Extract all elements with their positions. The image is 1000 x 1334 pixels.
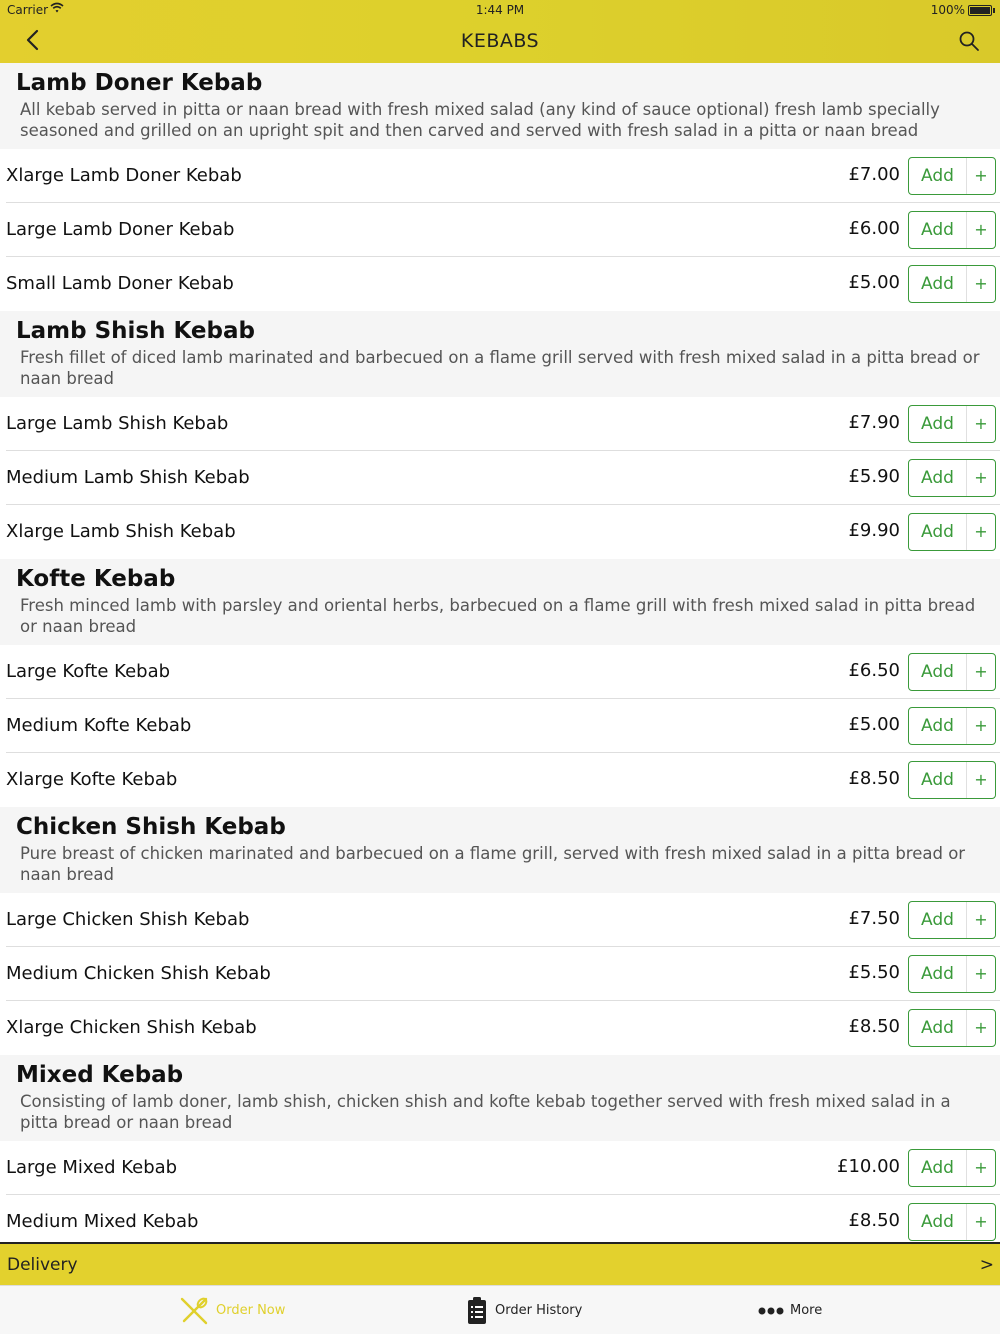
delivery-bar[interactable] bbox=[0, 1242, 1000, 1285]
menu-item-row bbox=[6, 257, 1000, 311]
section-title: Lamb Doner Kebab bbox=[16, 70, 263, 96]
section-title: Mixed Kebab bbox=[16, 1062, 184, 1088]
menu-item-row bbox=[6, 1195, 1000, 1243]
item-name: Medium Kofte Kebab bbox=[6, 715, 192, 736]
item-name: Large Lamb Doner Kebab bbox=[6, 219, 235, 240]
menu-item-row bbox=[6, 893, 1000, 947]
chevron-right-icon: > bbox=[979, 1255, 994, 1275]
tab-label: More bbox=[790, 1303, 823, 1318]
add-button[interactable] bbox=[908, 265, 996, 303]
section-header bbox=[0, 559, 1000, 645]
menu-item-row bbox=[6, 1141, 1000, 1195]
item-name: Small Lamb Doner Kebab bbox=[6, 273, 234, 294]
item-price: £5.90 bbox=[848, 466, 900, 487]
plus-icon: + bbox=[974, 964, 988, 983]
menu-item-row bbox=[6, 505, 1000, 559]
item-price: £6.00 bbox=[848, 218, 900, 239]
add-label: Add bbox=[909, 406, 967, 442]
add-label: Add bbox=[909, 1204, 967, 1240]
item-name: Large Lamb Shish Kebab bbox=[6, 413, 229, 434]
plus-icon: + bbox=[974, 1018, 988, 1037]
section-description: All kebab served in pitta or naan bread with fresh mixed salad (any kind of sauce optional) fresh lamb specially seasoned and grilled on an upright spit and then carved and served with fresh salad in a pitta or naan bread bbox=[20, 100, 940, 140]
plus-icon: + bbox=[974, 220, 988, 239]
item-name: Medium Lamb Shish Kebab bbox=[6, 467, 250, 488]
item-name: Medium Mixed Kebab bbox=[6, 1211, 199, 1232]
item-price: £8.50 bbox=[848, 1210, 900, 1231]
add-label: Add bbox=[909, 762, 967, 798]
add-button[interactable] bbox=[908, 405, 996, 443]
plus-icon: + bbox=[974, 522, 988, 541]
add-button[interactable] bbox=[908, 955, 996, 993]
add-button[interactable] bbox=[908, 513, 996, 551]
item-name: Medium Chicken Shish Kebab bbox=[6, 963, 271, 984]
add-label: Add bbox=[909, 212, 967, 248]
battery-percent: 100% bbox=[930, 3, 965, 17]
plus-icon: + bbox=[974, 414, 988, 433]
section-description: Pure breast of chicken marinated and barbecued on a flame grill, served with fresh mixed salad in a pitta bread or naan bread bbox=[20, 844, 966, 884]
add-label: Add bbox=[909, 158, 967, 194]
section-header bbox=[0, 1055, 1000, 1141]
menu-list[interactable] bbox=[0, 63, 1000, 1243]
section-title: Lamb Shish Kebab bbox=[16, 318, 255, 344]
section-header bbox=[0, 63, 1000, 149]
item-price: £7.50 bbox=[848, 908, 900, 929]
item-price: £6.50 bbox=[848, 660, 900, 681]
add-button[interactable] bbox=[908, 653, 996, 691]
add-label: Add bbox=[909, 1010, 967, 1046]
delivery-label: Delivery bbox=[7, 1255, 78, 1275]
item-price: £8.50 bbox=[848, 1016, 900, 1037]
add-button[interactable] bbox=[908, 1009, 996, 1047]
add-button[interactable] bbox=[908, 157, 996, 195]
add-button[interactable] bbox=[908, 901, 996, 939]
clipboard-icon bbox=[465, 1296, 489, 1326]
plus-icon: + bbox=[974, 910, 988, 929]
menu-item-row bbox=[6, 203, 1000, 257]
plus-icon: + bbox=[974, 274, 988, 293]
section-header bbox=[0, 807, 1000, 893]
nav-header bbox=[0, 0, 1000, 63]
add-label: Add bbox=[909, 956, 967, 992]
item-name: Xlarge Lamb Shish Kebab bbox=[6, 521, 236, 542]
tab-more[interactable] bbox=[758, 1286, 822, 1334]
carrier-label: Carrier bbox=[7, 3, 49, 17]
item-name: Large Chicken Shish Kebab bbox=[6, 909, 250, 930]
tab-label: Order Now bbox=[216, 1303, 286, 1318]
add-label: Add bbox=[909, 902, 967, 938]
item-name: Xlarge Chicken Shish Kebab bbox=[6, 1017, 257, 1038]
add-label: Add bbox=[909, 1150, 967, 1186]
add-button[interactable] bbox=[908, 761, 996, 799]
plus-icon: + bbox=[974, 662, 988, 681]
add-button[interactable] bbox=[908, 459, 996, 497]
add-label: Add bbox=[909, 708, 967, 744]
plus-icon: + bbox=[974, 1158, 988, 1177]
item-price: £9.90 bbox=[848, 520, 900, 541]
status-bar bbox=[0, 0, 1000, 22]
item-name: Large Mixed Kebab bbox=[6, 1157, 178, 1178]
item-price: £7.90 bbox=[848, 412, 900, 433]
more-dots-icon bbox=[758, 1306, 784, 1316]
add-label: Add bbox=[909, 514, 967, 550]
plus-icon: + bbox=[974, 1212, 988, 1231]
tab-order-now[interactable] bbox=[178, 1286, 285, 1334]
plus-icon: + bbox=[974, 166, 988, 185]
menu-item-row bbox=[6, 1001, 1000, 1055]
clock: 1:44 PM bbox=[475, 3, 525, 17]
section-header bbox=[0, 311, 1000, 397]
item-name: Large Kofte Kebab bbox=[6, 661, 171, 682]
menu-item-row bbox=[6, 699, 1000, 753]
section-description: Consisting of lamb doner, lamb shish, chicken shish and kofte kebab together served with fresh mixed salad in a pitta bread or naan bread bbox=[20, 1092, 951, 1132]
menu-item-row bbox=[6, 451, 1000, 505]
add-button[interactable] bbox=[908, 211, 996, 249]
tab-order-history[interactable] bbox=[465, 1286, 582, 1334]
plus-icon: + bbox=[974, 770, 988, 789]
menu-item-row bbox=[6, 947, 1000, 1001]
add-button[interactable] bbox=[908, 1149, 996, 1187]
item-price: £7.00 bbox=[848, 164, 900, 185]
item-price: £5.00 bbox=[848, 272, 900, 293]
item-name: Xlarge Lamb Doner Kebab bbox=[6, 165, 242, 186]
battery-icon bbox=[968, 5, 992, 16]
section-description: Fresh minced lamb with parsley and oriental herbs, barbecued on a flame grill with fresh mixed salad in pitta bread or naan bread bbox=[20, 596, 976, 636]
add-label: Add bbox=[909, 266, 967, 302]
item-price: £5.00 bbox=[848, 714, 900, 735]
item-price: £8.50 bbox=[848, 768, 900, 789]
battery-tip-icon bbox=[993, 8, 995, 13]
menu-item-row bbox=[6, 397, 1000, 451]
section-title: Kofte Kebab bbox=[16, 566, 176, 592]
cutlery-icon bbox=[178, 1295, 210, 1327]
add-button[interactable] bbox=[908, 1203, 996, 1241]
add-button[interactable] bbox=[908, 707, 996, 745]
tab-bar bbox=[0, 1285, 1000, 1334]
section-title: Chicken Shish Kebab bbox=[16, 814, 286, 840]
menu-item-row bbox=[6, 753, 1000, 807]
plus-icon: + bbox=[974, 468, 988, 487]
tab-label: Order History bbox=[495, 1303, 583, 1318]
item-price: £5.50 bbox=[848, 962, 900, 983]
page-title: KEBABS bbox=[460, 30, 540, 52]
item-name: Xlarge Kofte Kebab bbox=[6, 769, 178, 790]
item-price: £10.00 bbox=[837, 1156, 900, 1177]
section-description: Fresh fillet of diced lamb marinated and barbecued on a flame grill served with fresh mixed salad in a pitta bread or naan bread bbox=[20, 348, 980, 388]
menu-item-row bbox=[6, 149, 1000, 203]
search-icon[interactable] bbox=[958, 30, 980, 52]
menu-item-row bbox=[6, 645, 1000, 699]
plus-icon: + bbox=[974, 716, 988, 735]
add-label: Add bbox=[909, 654, 967, 690]
add-label: Add bbox=[909, 460, 967, 496]
